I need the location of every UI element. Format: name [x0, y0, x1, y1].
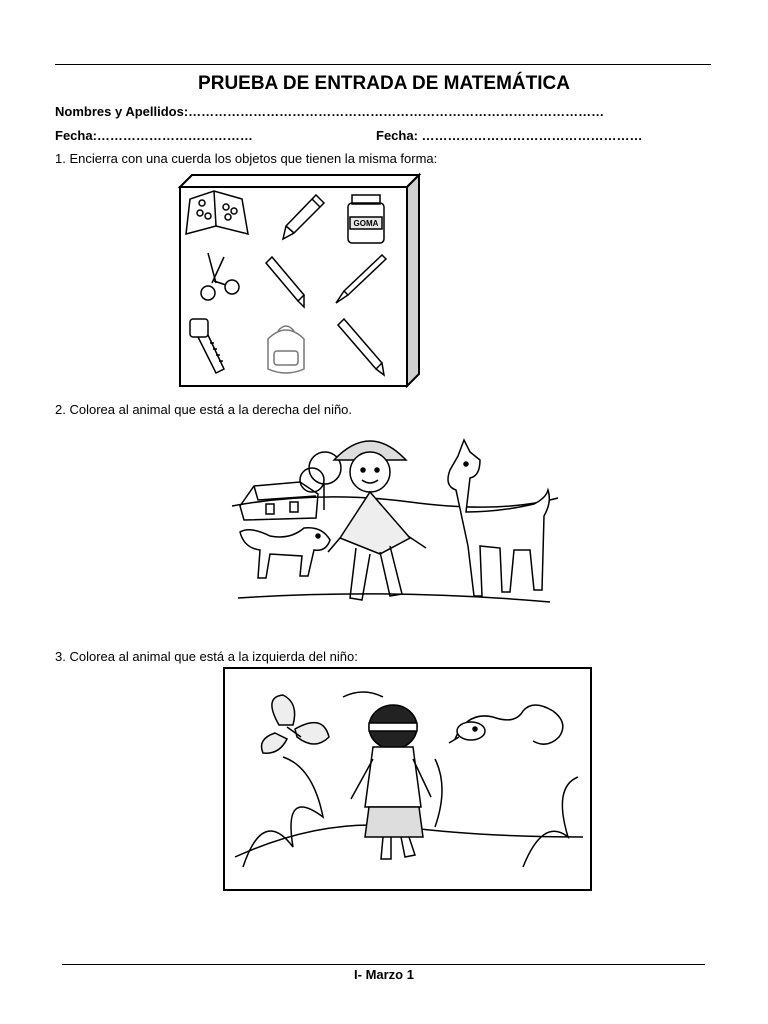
page-title: PRUEBA DE ENTRADA DE MATEMÁTICA — [198, 73, 570, 94]
glue-label: GOMA — [353, 219, 379, 228]
objects-box — [176, 171, 421, 389]
llama-figure — [448, 440, 549, 596]
footer-page-label: I- Marzo 1 — [354, 967, 414, 982]
name-field: Nombres y Apellidos:…………………………………………………………………………………… — [55, 104, 605, 119]
date-field-right: Fecha: …………………………………………… — [376, 128, 643, 143]
date-field-left: Fecha:……………………………… — [55, 128, 253, 143]
boy-figure — [328, 441, 426, 600]
boy-jungle-illustration — [223, 667, 592, 891]
question-1: 1. Encierra con una cuerda los objetos que tienen la misma forma: — [55, 151, 438, 166]
question-3: 3. Colorea al animal que está a la izquierda del niño: — [55, 649, 358, 664]
question-2: 2. Colorea al animal que está a la derecha del niño. — [55, 402, 353, 417]
farmhouse-icon — [240, 482, 318, 520]
boy-dog-llama-illustration — [230, 420, 560, 612]
bottom-rule — [62, 964, 705, 965]
dog-figure — [240, 528, 330, 578]
top-rule — [55, 64, 711, 65]
